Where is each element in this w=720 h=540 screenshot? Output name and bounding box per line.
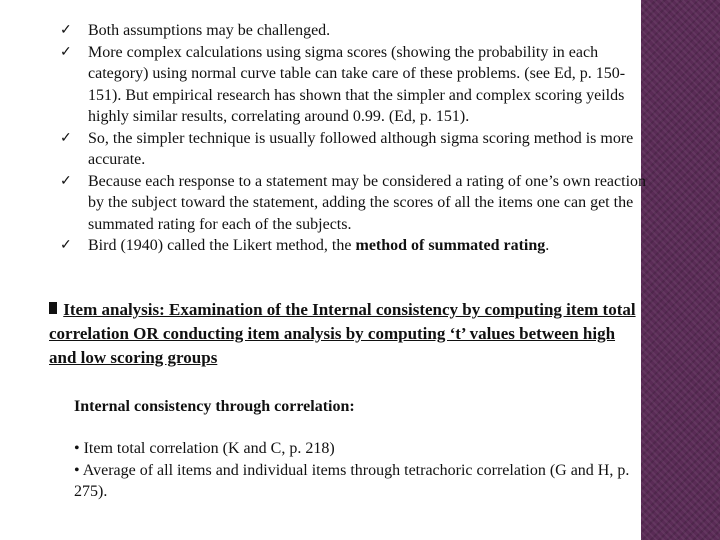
check-item-bold-text: method of summated rating: [355, 237, 546, 254]
check-list: [60, 20, 646, 257]
check-item-text: So, the simpler technique is usually followed although sigma scoring method is more accurate.: [88, 129, 634, 168]
check-icon: ✓: [60, 23, 72, 38]
bullet-item: • Average of all items and individual items through tetrachoric correlation (G and H, p. 275).: [74, 461, 630, 500]
section-heading: [49, 298, 639, 370]
square-bullet-icon: [49, 302, 57, 314]
check-item: [60, 171, 646, 236]
sub-title: Internal consistency through correlation:: [74, 398, 355, 415]
check-item: [60, 235, 646, 257]
check-item-text: Because each response to a statement may be considered a rating of one’s own reaction by the subject toward the statement, adding the scores of all the items one can get the summated rating for each of the subjects.: [88, 172, 647, 233]
bullet-item: • Item total correlation (K and C, p. 218): [74, 440, 335, 457]
check-item-text: Bird (1940) called the Likert method, the: [88, 237, 356, 254]
check-icon: ✓: [60, 238, 72, 253]
correlation-section: [74, 396, 634, 503]
check-item-text: Both assumptions may be challenged.: [88, 22, 331, 39]
bullet-list: [74, 438, 634, 503]
check-icon: ✓: [60, 130, 72, 146]
check-item: [60, 128, 646, 171]
decorative-sidebar: [641, 0, 720, 540]
section-heading-text: Item analysis: Examination of the Internal consistency by computing item total correlation OR conducting item analysis by computing ‘t’ values between high and low scoring groups: [49, 300, 636, 367]
check-item: [60, 42, 646, 128]
check-icon: ✓: [60, 173, 72, 189]
check-item: [60, 20, 646, 42]
check-item-text: More complex calculations using sigma scores (showing the probability in each category) using normal curve table can take care of these problems. (see Ed, p. 150-151). But empirical research has shown that the simpler and complex scoring yeilds highly similar results, correlating around 0.99. (Ed, p. 151).: [88, 43, 626, 125]
check-item-tail: .: [545, 237, 550, 254]
check-icon: ✓: [60, 44, 72, 60]
